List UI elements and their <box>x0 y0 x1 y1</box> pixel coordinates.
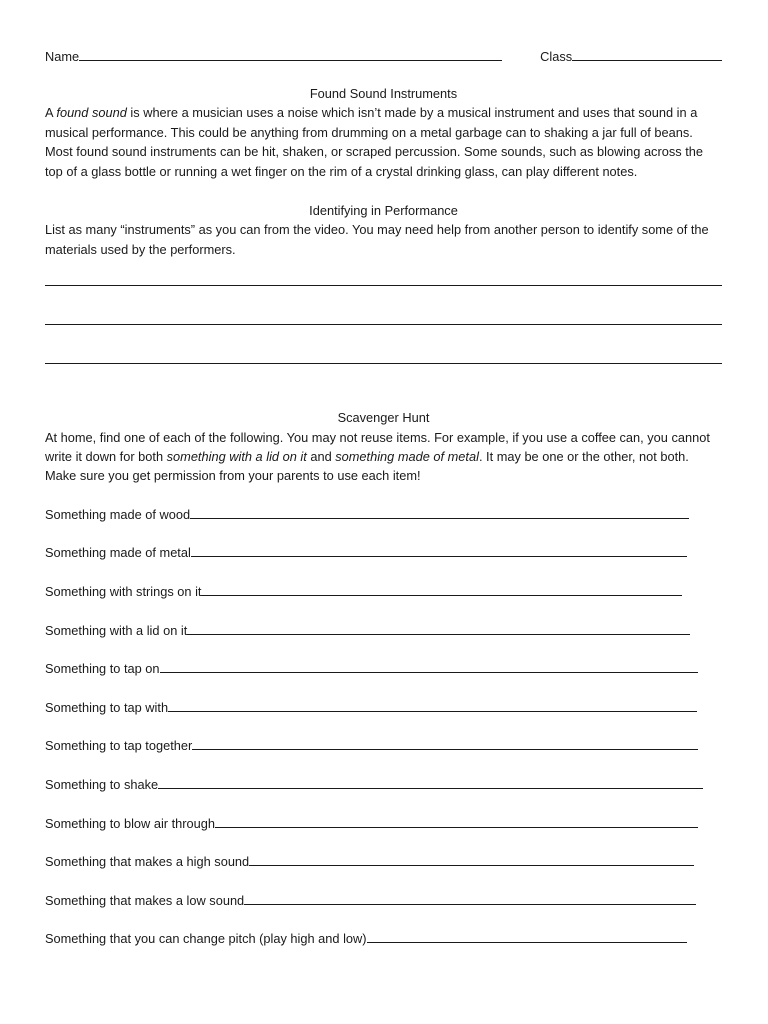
list-item: Something to shake <box>45 772 722 792</box>
list-item: Something to tap together <box>45 733 722 753</box>
scavenger-instructions: At home, find one of each of the following. You may not reuse items. For example, if you use a coffee can, you cannot write it down for both something with a lid on it and something made of metal. It may be one or the other, not both. Make sure you get permission from your parents to use each item! <box>45 429 710 484</box>
list-item: Something with a lid on it <box>45 618 722 638</box>
answer-field[interactable] <box>158 788 703 789</box>
list-item: Something made of wood <box>45 502 722 522</box>
found-sound-intro: A found sound is where a musician uses a noise which isn’t made by a musical instrument and uses that sound in a musical performance. This could be anything from drumming on a metal garbage can to shaking a jar full of beans. Most found sound instruments can be hit, shaken, or scraped percussion. Some sounds, such as blowing across the top of a glass bottle or running a wet finger on the rim of a crystal drinking glass, can play different notes. <box>45 105 703 179</box>
answer-line-1[interactable] <box>45 285 722 286</box>
class-field[interactable] <box>572 60 722 61</box>
list-item: Something that makes a low sound <box>45 888 722 908</box>
worksheet <box>45 46 722 965</box>
name-field[interactable] <box>79 60 502 61</box>
answer-field[interactable] <box>190 518 689 519</box>
answer-field[interactable] <box>187 634 690 635</box>
identifying-instructions: List as many “instruments” as you can from the video. You may need help from another person to identify some of the materials used by the performers. <box>45 222 709 257</box>
list-item: Something to tap with <box>45 695 722 715</box>
answer-field[interactable] <box>160 672 698 673</box>
answer-lines <box>45 275 722 364</box>
found-sound-term: found sound <box>56 105 127 121</box>
list-item: Something to tap on <box>45 656 722 676</box>
answer-line-2[interactable] <box>45 324 722 325</box>
answer-field[interactable] <box>192 749 698 750</box>
list-item: Something made of metal <box>45 540 722 560</box>
scavenger-title: Scavenger Hunt <box>337 410 430 426</box>
header-row <box>45 46 722 64</box>
answer-field[interactable] <box>367 942 687 943</box>
answer-field[interactable] <box>249 865 694 866</box>
answer-field[interactable] <box>215 827 698 828</box>
name-label: Name <box>45 49 80 64</box>
found-sound-title: Found Sound Instruments <box>309 86 458 101</box>
answer-field[interactable] <box>244 904 696 905</box>
list-item: Something that makes a high sound <box>45 849 722 869</box>
answer-field[interactable] <box>201 595 682 596</box>
list-item: Something to blow air through <box>45 811 722 831</box>
answer-field[interactable] <box>168 711 697 712</box>
scavenger-list <box>45 502 722 947</box>
answer-line-3[interactable] <box>45 363 722 364</box>
class-label: Class <box>540 49 573 64</box>
list-item: Something with strings on it <box>45 579 722 599</box>
identifying-title: Identifying in Performance <box>309 203 458 219</box>
list-item: Something that you can change pitch (play high and low) <box>45 926 722 946</box>
answer-field[interactable] <box>191 556 687 557</box>
